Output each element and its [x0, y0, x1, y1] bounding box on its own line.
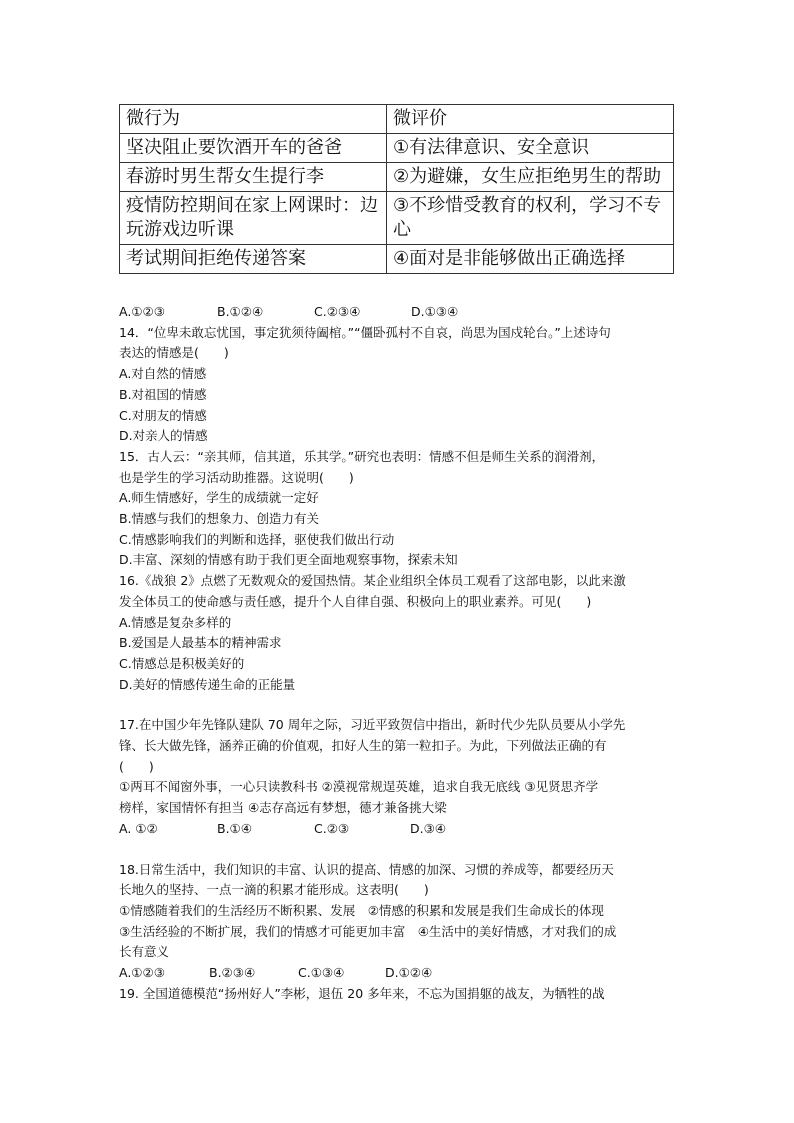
question-text: 19. 全国道德模范“扬州好人”李彬，退伍 20 多年来，不忘为国捐躯的战友，为牺牲的战 [119, 985, 605, 1001]
option: C.情感总是积极美好的 [119, 655, 245, 671]
option: D.①③④ [411, 304, 459, 319]
question-text: ③生活经验的不断扩展，我们的情感才可能更加丰富 ④生活中的美好情感，才对我们的成 [119, 923, 617, 939]
question-16 [119, 571, 679, 695]
option: A.情感是复杂多样的 [119, 614, 232, 630]
table-cell: 坚决阻止要饮酒开车的爸爸 [120, 134, 387, 163]
option: B.①④ [217, 820, 252, 836]
question-text: 16.《战狼 2》点燃了无数观众的爱国热情。某企业组织全体员工观看了这部电影，以此来激 [119, 573, 626, 589]
table-header-cell: 微评价 [387, 105, 674, 134]
question-text: 长有意义 [119, 944, 170, 960]
question-text: 17.在中国少年先锋队建队 70 周年之际，习近平致贺信中指出，新时代少先队员要从小学先 [119, 717, 626, 733]
question-text: ( ) [119, 758, 154, 774]
table-cell: ③不珍惜受教育的权利，学习不专心 [387, 192, 674, 245]
option: D.①②④ [385, 965, 433, 981]
question-text: 表达的情感是( ) [119, 345, 229, 361]
table-cell: 春游时男生帮女生提行李 [120, 163, 387, 192]
question-list [119, 302, 679, 1005]
question-text: 榜样，家国情怀有担当 ④志存高远有梦想，德才兼备挑大梁 [119, 800, 447, 816]
option: B.②③④ [209, 965, 256, 981]
option: B.爱国是人最基本的精神需求 [119, 635, 282, 651]
table-row [120, 192, 674, 245]
question-text: ①情感随着我们的生活经历不断积累、发展 ②情感的积累和发展是我们生命成长的体现 [119, 902, 604, 918]
table-row [120, 245, 674, 274]
option: B.①②④ [217, 304, 264, 319]
q13-options [119, 302, 679, 323]
question-text: 长地久的坚持、一点一滴的积累才能形成。这表明( ) [119, 882, 429, 898]
option: D.③④ [410, 820, 447, 836]
table-cell: ①有法律意识、安全意识 [387, 134, 674, 163]
question-text: 也是学生的学习活动助推器。这说明( ) [119, 469, 354, 485]
option: C.①③④ [298, 965, 345, 981]
option: A.①②③ [119, 965, 165, 981]
behavior-evaluation-table [119, 104, 674, 274]
question-text: 15．古人云：“亲其师，信其道，乐其学。”研究也表明：情感不但是师生关系的润滑剂， [119, 448, 605, 464]
table-cell: 疫情防控期间在家上网课时：边玩游戏边听课 [120, 192, 387, 245]
question-18 [119, 860, 679, 984]
option: A.①②③ [119, 304, 165, 319]
question-15 [119, 447, 679, 571]
table-cell: ④面对是非能够做出正确选择 [387, 245, 674, 274]
question-text: ①两耳不闻窗外事，一心只读教科书 ②漠视常规逞英雄，追求自我无底线 ③见贤思齐学 [119, 779, 599, 795]
option: C.②③ [314, 820, 350, 836]
question-text: 发全体员工的使命感与责任感，提升个人自律自强、积极向上的职业素养。可见( ) [119, 593, 592, 609]
question-text: 锋、长大做先锋，涵养正确的价值观，扣好人生的第一粒扣子。为此，下列做法正确的有 [119, 738, 607, 754]
question-text: 18.日常生活中，我们知识的丰富、认识的提高、情感的加深、习惯的养成等，都要经历天 [119, 861, 614, 877]
option: C.②③④ [314, 304, 361, 319]
q18-options [119, 963, 679, 984]
table-header-row [120, 105, 674, 134]
table-header-cell: 微行为 [120, 105, 387, 134]
table-row [120, 163, 674, 192]
option: B.对祖国的情感 [119, 386, 207, 402]
table-cell: 考试期间拒绝传递答案 [120, 245, 387, 274]
q17-options [119, 819, 679, 840]
question-19 [119, 984, 679, 1005]
table-row [120, 134, 674, 163]
option: A.师生情感好，学生的成绩就一定好 [119, 490, 319, 506]
option: D.美好的情感传递生命的正能量 [119, 676, 296, 692]
option: D.对亲人的情感 [119, 428, 208, 444]
option: D.丰富、深刻的情感有助于我们更全面地观察事物，探索未知 [119, 552, 458, 568]
option: A.对自然的情感 [119, 366, 207, 382]
table-cell: ②为避嫌，女生应拒绝男生的帮助 [387, 163, 674, 192]
option: A. ①② [119, 820, 158, 836]
option: B.情感与我们的想象力、创造力有关 [119, 511, 320, 527]
option: C.对朋友的情感 [119, 407, 207, 423]
option: C.情感影响我们的判断和选择，驱使我们做出行动 [119, 531, 395, 547]
question-text: 14．“位卑未敢忘忧国，事定犹须待阖棺。”“僵卧孤村不自哀，尚思为国戍轮台。”上述诗句 [119, 324, 611, 340]
question-14 [119, 323, 679, 447]
question-17 [119, 715, 679, 839]
